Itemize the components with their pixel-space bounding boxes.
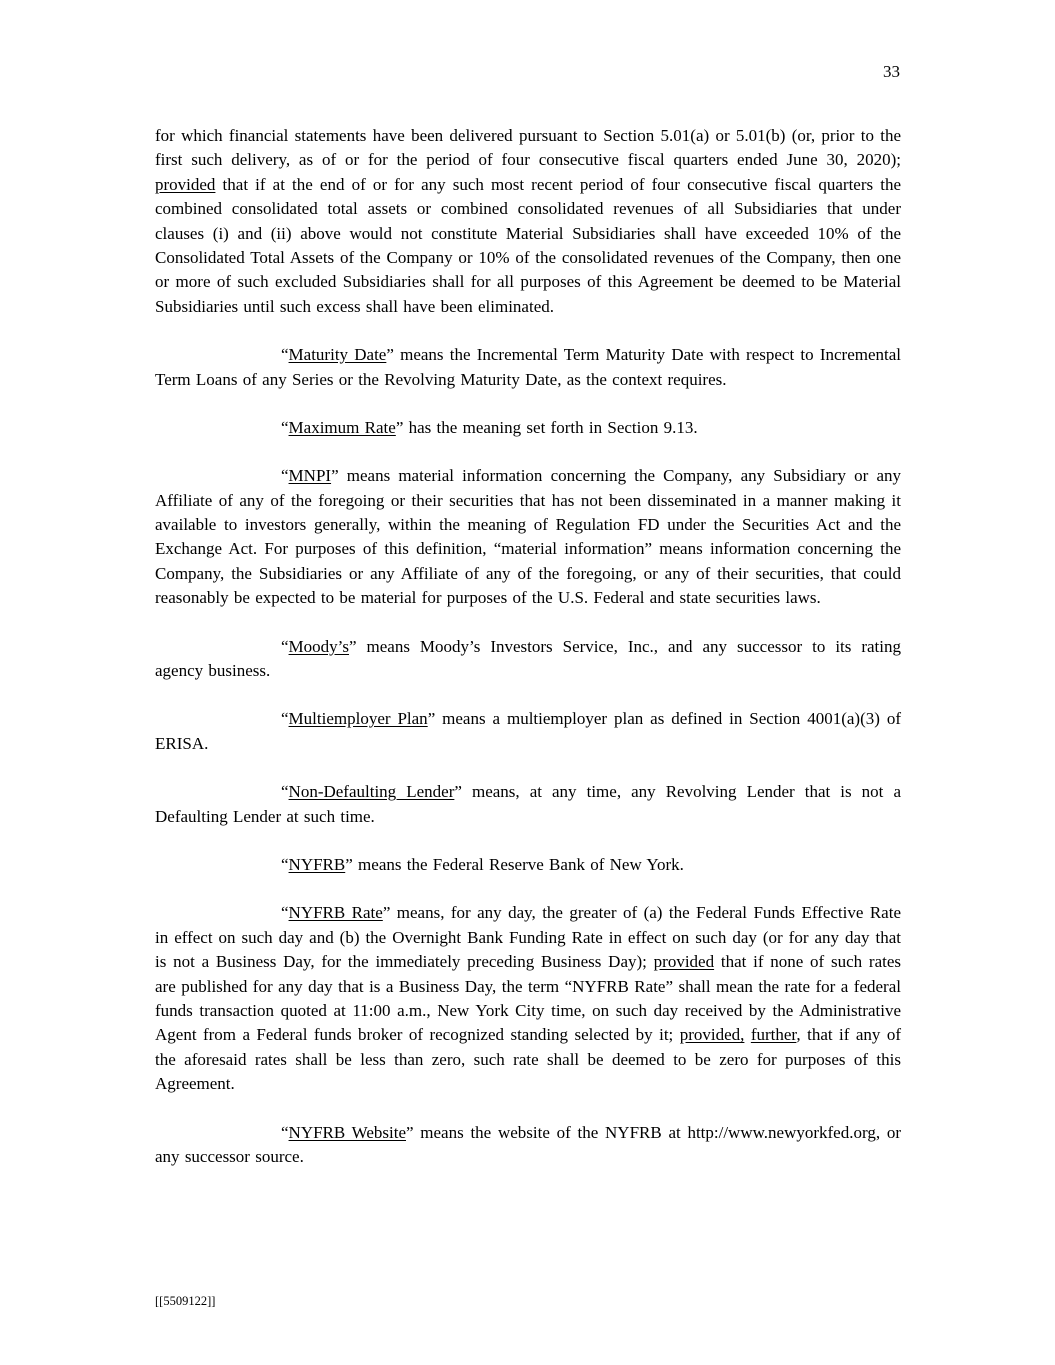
defined-term: Maturity Date [288,345,387,365]
text-run: ” means, for any day, the greater of (a) the Federal Funds Effective Rate in effect on such day and (b) the Overnight Bank Funding Rate in effect on such day (or for any day that is not a Business Day, for the immediately preceding Business Day); [155,903,901,972]
paragraph [155,707,901,756]
defined-term: further [750,1025,797,1045]
text-run: ” means material information concerning the Company, any Subsidiary or any Affiliate of any of the foregoing or their securities that has not been disseminated in a manner making it available to investors generally, within the meaning of Regulation FD under the Securities Act and the Exchange Act. For purposes of this definition, “material information” means information concerning the Company, the Subsidiaries or any Affiliate of any of the foregoing, or any of their securities, that could reasonably be expected to be material for purposes of the U.S. Federal and state securities laws. [155,466,901,608]
paragraph [155,124,901,319]
defined-term: NYFRB Website [288,1122,406,1142]
text-run: ” means the Incremental Term Maturity Date with respect to Incremental Term Loans of any Series or the Revolving Maturity Date, as the context requires. [155,345,901,389]
defined-term: Multiemployer Plan [288,709,428,729]
text-run: , that if any of the aforesaid rates shall be less than zero, such rate shall be deemed to be zero for purposes of this Agreement. [155,1025,901,1094]
defined-term: Non-Defaulting Lender [288,782,455,802]
defined-term: MNPI [288,466,332,486]
text-run: ” means the Federal Reserve Bank of New York. [345,854,684,874]
paragraph [155,780,901,829]
text-run: ” has the meaning set forth in Section 9.13. [395,417,698,437]
defined-term: provided [155,174,216,194]
text-run: “ [281,466,289,486]
page-number: 33 [883,62,900,81]
paragraph [155,901,901,1096]
text-run: ” means the website of the NYFRB at http://www.newyorkfed.org, or any successor source. [155,1122,901,1166]
text-run: “ [281,782,289,802]
defined-term: Moody’s [288,636,350,656]
text-run: that if at the end of or for any such most recent period of four consecutive fiscal quarters the combined consolidated total assets or combined consolidated revenues of all Subsidiaries that under clauses (i) and (ii) above would not constitute Material Subsidiaries shall have exceeded 10% of the Consolidated Total Assets of the Company or 10% of the consolidated revenues of the Company, then one or more of such excluded Subsidiaries shall for all purposes of this Agreement be deemed to be Material Subsidiaries until such excess shall have been eliminated. [155,174,901,316]
text-run: “ [281,709,289,729]
text-run: “ [281,345,289,365]
text-run: ” means, at any time, any Revolving Lender that is not a Defaulting Lender at such time. [155,782,901,826]
paragraph [155,853,901,877]
defined-term: provided [653,952,715,972]
defined-term: NYFRB Rate [288,903,383,923]
footer-stamp: [[5509122]] [155,1294,216,1308]
text-run: “ [281,417,289,437]
text-run: “ [281,636,289,656]
paragraph [155,635,901,684]
defined-term: Maximum Rate [288,417,396,437]
defined-term: provided, [679,1025,745,1045]
text-run: “ [281,903,289,923]
paragraph [155,1121,901,1170]
paragraph [155,343,901,392]
defined-term: NYFRB [288,854,346,874]
text-run: for which financial statements have been delivered pursuant to Section 5.01(a) or 5.01(b) (or, prior to the first such delivery, as of or for the period of four consecutive fiscal quarters ended June 30, 2020); [155,126,901,170]
document-body [155,124,901,1169]
text-run: “ [281,854,289,874]
paragraph [155,416,901,440]
text-run: ” means Moody’s Investors Service, Inc., and any successor to its rating agency business. [155,636,901,681]
text-run: “ [281,1122,289,1142]
text-run: that if none of such rates are published for any day that is a Business Day, the term “NYFRB Rate” shall mean the rate for a federal funds transaction quoted at 11:00 a.m., New York City time, on such day received by the Administrative Agent from a Federal funds broker of recognized standing selected by it; [155,952,901,1045]
paragraph [155,464,901,610]
text-run: ” means a multiemployer plan as defined in Section 4001(a)(3) of ERISA. [155,709,901,753]
